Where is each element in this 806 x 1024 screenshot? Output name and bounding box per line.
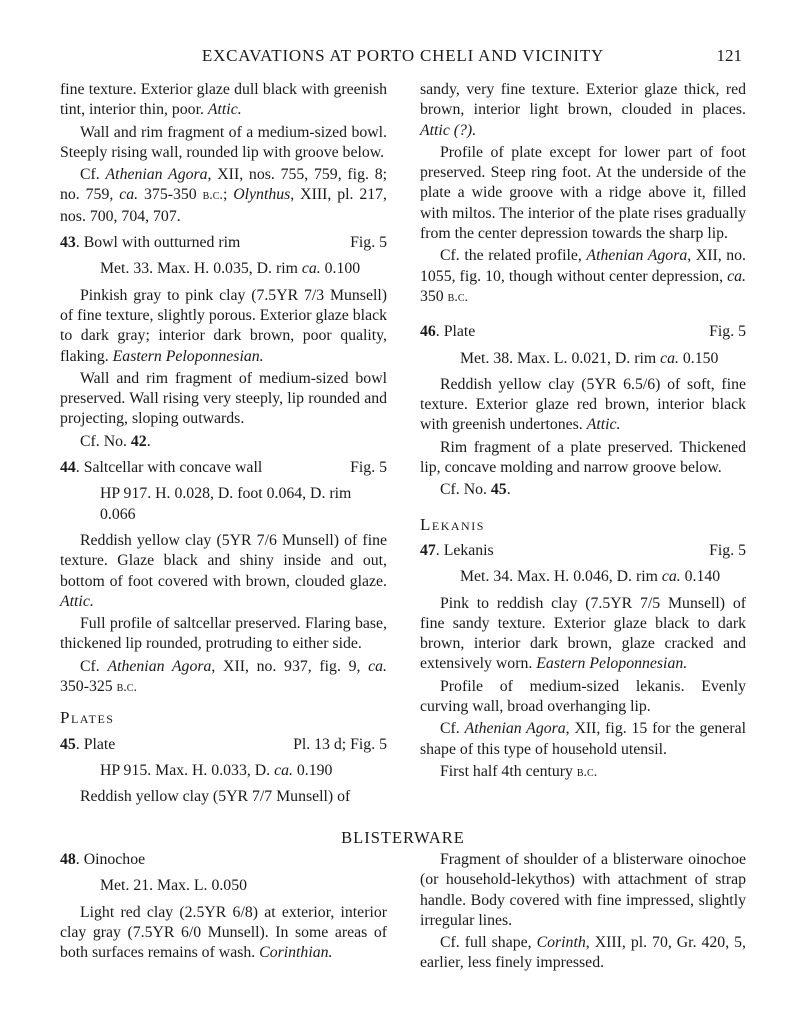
comparanda: Cf. Athenian Agora, XII, nos. 755, 759, fig. 8; no. 759, ca. 375-350 b.c.; Olynthus, XIII, pl. 217, nos. 700, 704, 707. xyxy=(60,166,388,225)
comparanda: Cf. full shape, Corinth, XIII, pl. 70, Gr. 420, 5, earlier, less finely impressed. xyxy=(420,934,746,972)
comparanda: Cf. the related profile, Athenian Agora, XII, no. 1055, fig. 10, though without center depression, ca. 350 b.c. xyxy=(420,247,746,305)
running-title: EXCAVATIONS AT PORTO CHELI AND VICINITY xyxy=(201,46,605,65)
catalog-entry-47: 47. Lekanis Fig. 5 xyxy=(420,541,746,559)
catalog-entry-48: 48. Oinochoe xyxy=(60,851,146,868)
paragraph: Pink to reddish clay (7.5YR 7/5 Munsell) of fine sandy texture. Exterior glaze black to dark brown, interior dark brown, glaze cracked and extensively worn. Eastern Peloponnesian. xyxy=(420,594,746,673)
paragraph: Profile of plate except for lower part of foot preserved. Steep ring foot. At the underside of the plate a wide groove with a ridge above it, filled with miltos. The interior of the plate rises gradually from the center depression towards the sharp lip. xyxy=(420,143,746,243)
catalog-entry-45: 45. Plate Pl. 13 d; Fig. 5 xyxy=(60,735,387,753)
catalog-meta: HP 917. H. 0.028, D. foot 0.064, D. rim 0.066 xyxy=(100,485,352,523)
section-heading-lekanis: Lekanis xyxy=(420,514,485,534)
page-number: 121 xyxy=(716,46,742,65)
section-heading-blisterware: BLISTERWARE xyxy=(341,828,465,847)
right-column-bottom xyxy=(420,850,746,976)
date-line: First half 4th century b.c. xyxy=(440,762,598,780)
paragraph: Wall and rim fragment of medium-sized bowl preserved. Wall rising very steeply, lip rounded and projecting, sloping outwards. xyxy=(60,369,387,428)
catalog-meta: Met. 33. Max. H. 0.035, D. rim ca. 0.100 xyxy=(100,260,361,278)
catalog-meta: HP 915. Max. H. 0.033, D. ca. 0.190 xyxy=(100,761,333,779)
catalog-entry-46: 46. Plate Fig. 5 xyxy=(420,323,746,341)
paragraph: Reddish yellow clay (5YR 7/6 Munsell) of fine texture. Glaze black and shiny inside and out, bottom of foot covered with brown, clouded glaze. Attic. xyxy=(60,531,387,610)
comparanda: Cf. Athenian Agora, XII, no. 937, fig. 9, ca. 350-325 b.c. xyxy=(60,657,387,696)
paragraph: Reddish yellow clay (5YR 6.5/6) of soft, fine texture. Exterior glaze red brown, interior black with greenish undertones. Attic. xyxy=(420,375,746,434)
catalog-meta: Met. 38. Max. L. 0.021, D. rim ca. 0.150 xyxy=(460,349,719,367)
section-heading-plates: Plates xyxy=(60,708,115,728)
catalog-entry-43: 43. Bowl with outturned rim Fig. 5 xyxy=(60,234,387,252)
paragraph: Wall and rim fragment of a medium-sized bowl. Steeply rising wall, rounded lip with groove below. xyxy=(60,123,387,161)
paragraph: Profile of medium-sized lekanis. Evenly curving wall, broad overhanging lip. xyxy=(420,677,746,716)
paragraph: Light red clay (2.5YR 6/8) at exterior, interior clay gray (7.5YR 6/0 Munsell). In some areas of both surfaces remains of wash. Corinthian. xyxy=(60,903,387,962)
left-column xyxy=(60,80,387,810)
catalog-meta: Met. 21. Max. L. 0.050 xyxy=(100,877,247,895)
paragraph: Pinkish gray to pink clay (7.5YR 7/3 Munsell) of fine texture, slightly porous. Exterior glaze black to dark gray; interior dark brown, poor quality, flaking. Eastern Peloponnesian. xyxy=(60,286,387,365)
paragraph: Reddish yellow clay (5YR 7/7 Munsell) of xyxy=(80,788,351,806)
paragraph: Fragment of shoulder of a blisterware oinochoe (or household-lekythos) with attachment of strap handle. Body covered with fine impressed, slightly irregular lines. xyxy=(420,851,746,929)
paragraph: sandy, very fine texture. Exterior glaze thick, red brown, interior light brown, clouded in places. Attic (?). xyxy=(420,81,746,139)
catalog-entry-44: 44. Saltcellar with concave wall Fig. 5 xyxy=(60,459,387,477)
paragraph: Full profile of saltcellar preserved. Flaring base, thickened lip rounded, protruding to either side. xyxy=(60,615,387,653)
comparanda: Cf. Athenian Agora, XII, fig. 15 for the general shape of this type of household utensil. xyxy=(420,720,746,758)
comparanda: Cf. No. 45. xyxy=(440,481,511,499)
comparanda: Cf. No. 42. xyxy=(80,432,151,450)
paragraph: Rim fragment of a plate preserved. Thickened lip, concave molding and narrow groove below. xyxy=(420,438,746,477)
right-column xyxy=(420,80,746,785)
left-column-bottom xyxy=(60,850,387,965)
paragraph: fine texture. Exterior glaze dull black with greenish tint, interior thin, poor. Attic. xyxy=(60,81,387,119)
running-header xyxy=(0,44,806,70)
catalog-meta: Met. 34. Max. H. 0.046, D. rim ca. 0.140 xyxy=(460,568,721,586)
